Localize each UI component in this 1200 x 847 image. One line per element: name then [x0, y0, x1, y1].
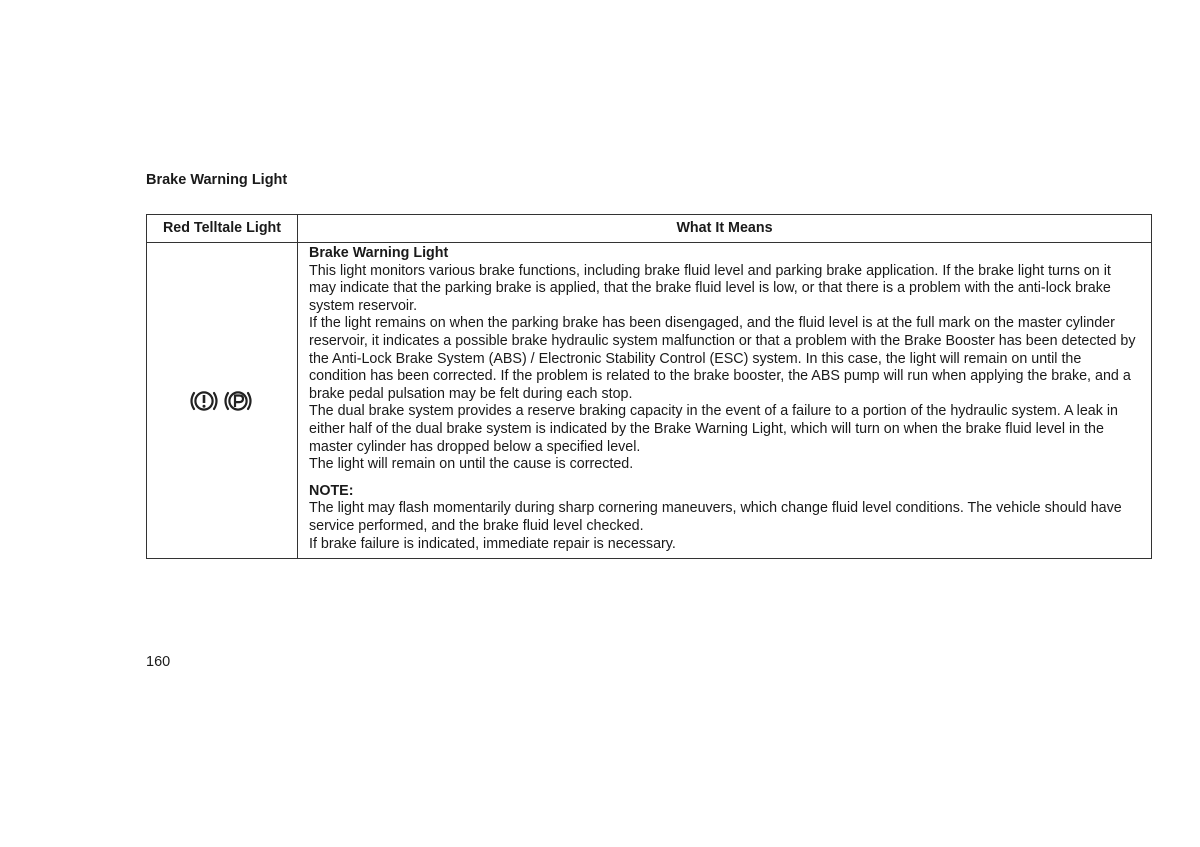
note-label: NOTE:	[309, 482, 354, 499]
description-title: Brake Warning Light	[309, 245, 449, 261]
header-red-telltale-light: Red Telltale Light	[147, 215, 298, 243]
description-paragraph: This light monitors various brake functions, including brake fluid level and parking brake application. If the brake light turns on it may indicate that the parking brake is applied, that the brake fluid level is low, or that there is a problem with the anti-lock brake system reservoir.	[309, 262, 1111, 314]
section-title: Brake Warning Light	[146, 172, 288, 188]
description-paragraph: If the light remains on when the parking brake has been disengaged, and the fluid level is at the full mark on the master cylinder reservoir, it indicates a possible brake hydraulic system malfunction or that a problem with the Brake Booster has been detected by the Anti-Lock Brake System (ABS) / Electronic Stability Control (ESC) system. In this case, the light will remain on until the condition has been corrected. If the problem is related to the brake booster, the ABS pump will run when applying the brake, and a brake pedal pulsation may be felt during each stop.	[309, 315, 1136, 402]
page-number: 160	[146, 654, 171, 670]
table-header-row	[147, 215, 1152, 243]
table-row	[147, 243, 1152, 559]
brake-warning-icon	[188, 392, 256, 408]
description-paragraph: The dual brake system provides a reserve braking capacity in the event of a failure to a portion of the hydraulic system. A leak in either half of the dual brake system is indicated by the Brake Warning Light, which will turn on when the brake fluid level in the master cylinder has dropped below a specified level.	[309, 403, 1118, 455]
header-what-it-means: What It Means	[298, 215, 1152, 243]
description-paragraph: The light will remain on until the cause is corrected.	[309, 456, 634, 473]
note-paragraph: The light may flash momentarily during sharp cornering maneuvers, which change fluid level conditions. The vehicle should have service performed, and the brake fluid level checked.	[309, 500, 1122, 534]
telltale-table	[146, 214, 1152, 559]
telltale-icon-cell	[147, 243, 298, 559]
description-cell	[298, 243, 1152, 559]
note-paragraph: If brake failure is indicated, immediate repair is necessary.	[309, 535, 676, 552]
